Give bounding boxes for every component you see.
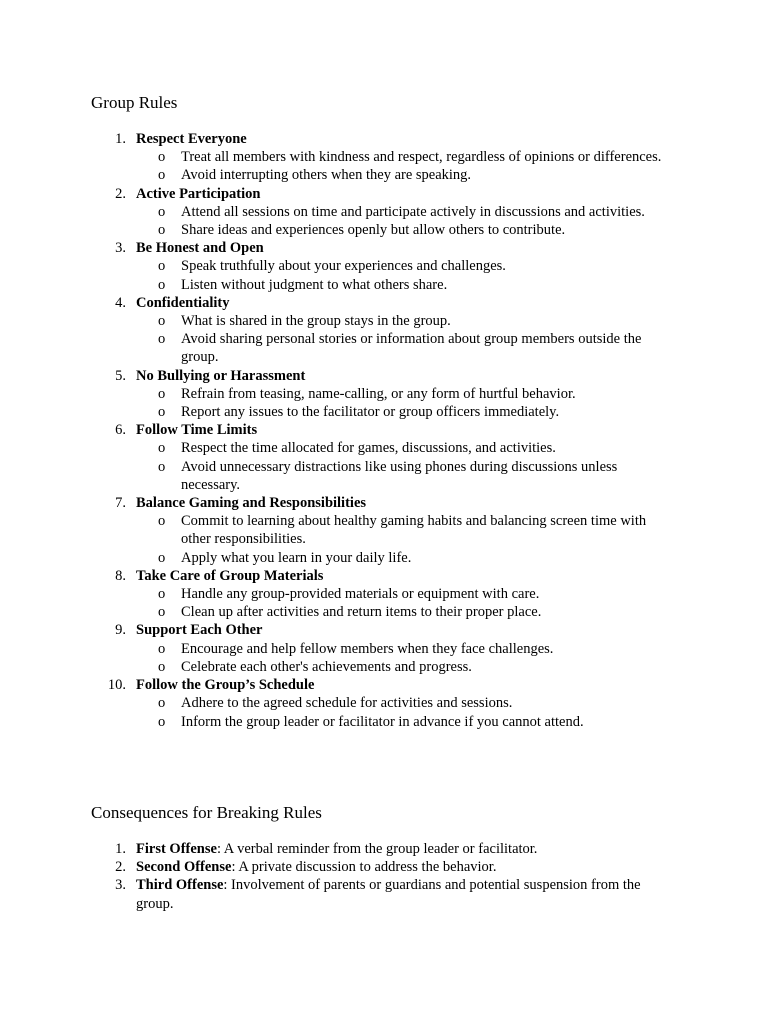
rule-title: Support Each Other [136, 622, 263, 639]
rule-detail-text: Adhere to the agreed schedule for activities and sessions. [181, 695, 513, 712]
rule-detail [136, 713, 670, 731]
rule-detail [136, 585, 670, 603]
rule-number: 5. [115, 367, 126, 384]
bullet-icon: o [158, 258, 166, 275]
consequence-number: 3. [115, 877, 126, 894]
rule-title: Follow the Group’s Schedule [136, 677, 315, 694]
consequences-heading: Consequences for Breaking Rules [91, 803, 322, 822]
rule-title: Active Participation [136, 185, 261, 202]
rule-item [0, 567, 670, 622]
rule-detail-text: Refrain from teasing, name-calling, or any form of hurtful behavior. [181, 385, 576, 402]
rule-detail-text: Avoid interrupting others when they are speaking. [181, 167, 472, 184]
bullet-icon: o [158, 713, 166, 730]
bullet-icon: o [158, 658, 166, 675]
group-rules-heading: Group Rules [91, 93, 178, 112]
rule-details [136, 585, 670, 621]
rule-detail-text: Inform the group leader or facilitator in advance if you cannot attend. [181, 713, 584, 730]
rule-item [0, 367, 670, 422]
rule-detail [136, 330, 670, 366]
bullet-icon: o [158, 513, 166, 530]
rule-detail-text: Handle any group-provided materials or equipment with care. [181, 586, 540, 603]
rule-number: 4. [115, 294, 126, 311]
rule-details [136, 640, 670, 676]
consequence-label: First Offense [136, 841, 217, 857]
rule-details [136, 694, 670, 730]
rule-details [136, 512, 670, 567]
rule-detail [136, 403, 670, 421]
bullet-icon: o [158, 331, 166, 348]
rule-detail-text: Celebrate each other's achievements and progress. [181, 658, 472, 675]
rule-detail [136, 385, 670, 403]
rule-detail [136, 549, 670, 567]
bullet-icon: o [158, 404, 166, 421]
consequence-text [136, 840, 670, 858]
bullet-icon: o [158, 313, 166, 330]
rule-detail-text: Apply what you learn in your daily life. [181, 549, 412, 566]
rule-title: Take Care of Group Materials [136, 567, 324, 584]
rule-title: Be Honest and Open [136, 240, 264, 257]
rule-detail [136, 694, 670, 712]
rule-number: 6. [115, 422, 126, 439]
rule-title: Balance Gaming and Responsibilities [136, 495, 367, 512]
bullet-icon: o [158, 149, 166, 166]
rule-detail [136, 603, 670, 621]
bullet-icon: o [158, 167, 166, 184]
rule-details [136, 439, 670, 494]
consequence-text [136, 858, 670, 876]
bullet-icon: o [158, 385, 166, 402]
rule-detail-text: Attend all sessions on time and participate actively in discussions and activities. [181, 203, 645, 220]
rule-number: 8. [115, 567, 126, 584]
rule-item [0, 494, 670, 567]
rule-detail [136, 439, 670, 457]
rule-detail-text: Encourage and help fellow members when they face challenges. [181, 640, 554, 657]
rule-detail-text: Share ideas and experiences openly but allow others to contribute. [181, 222, 566, 239]
rule-detail [136, 148, 670, 166]
consequence-item [0, 858, 670, 876]
bullet-icon: o [158, 549, 166, 566]
rule-details [136, 148, 670, 184]
rule-detail-text: Avoid sharing personal stories or information about group members outside the group. [181, 331, 642, 366]
bullet-icon: o [158, 695, 166, 712]
rule-detail [136, 640, 670, 658]
rule-detail [136, 658, 670, 676]
group-rules-list [0, 130, 670, 731]
rule-title: No Bullying or Harassment [136, 367, 306, 384]
rule-detail [136, 512, 670, 548]
bullet-icon: o [158, 586, 166, 603]
consequence-description: : A private discussion to address the behavior. [231, 859, 497, 876]
rule-number: 7. [115, 495, 126, 512]
bullet-icon: o [158, 222, 166, 239]
rule-detail-text: Avoid unnecessary distractions like using phones during discussions unless necessary. [181, 458, 618, 493]
rule-detail [136, 276, 670, 294]
rule-details [136, 385, 670, 421]
rule-detail-text: Listen without judgment to what others share. [181, 276, 448, 293]
rule-number: 9. [115, 622, 126, 639]
bullet-icon: o [158, 276, 166, 293]
bullet-icon: o [158, 203, 166, 220]
rule-detail [136, 257, 670, 275]
rule-number: 3. [115, 240, 126, 257]
rule-details [136, 312, 670, 367]
rule-detail-text: Report any issues to the facilitator or group officers immediately. [181, 404, 560, 421]
rule-detail-text: Speak truthfully about your experiences and challenges. [181, 258, 506, 275]
rule-number: 2. [115, 185, 126, 202]
rule-item [0, 621, 670, 676]
rule-detail-text: Respect the time allocated for games, discussions, and activities. [181, 440, 556, 457]
consequence-description: : A verbal reminder from the group leader or facilitator. [216, 841, 538, 857]
consequence-label: Third Offense [136, 877, 224, 894]
bullet-icon: o [158, 604, 166, 621]
rule-number: 1. [115, 131, 126, 147]
consequence-item [0, 840, 670, 858]
consequence-description: : Involvement of parents or guardians and potential suspension from the group. [136, 877, 641, 912]
rule-number: 10. [107, 677, 126, 694]
rule-item [0, 294, 670, 367]
rule-detail-text: Treat all members with kindness and respect, regardless of opinions or differences. [181, 149, 662, 166]
rule-detail [136, 166, 670, 184]
rule-detail [136, 312, 670, 330]
rule-title: Confidentiality [136, 294, 230, 311]
rule-detail-text: Commit to learning about healthy gaming habits and balancing screen time with other responsibilities. [181, 513, 647, 548]
rule-item [0, 239, 670, 294]
rule-item [0, 130, 670, 185]
rule-detail [136, 221, 670, 239]
rule-details [136, 203, 670, 239]
rule-item [0, 676, 670, 731]
bullet-icon: o [158, 440, 166, 457]
consequence-number: 1. [115, 841, 126, 857]
bullet-icon: o [158, 640, 166, 657]
rule-details [136, 257, 670, 293]
rule-detail [136, 203, 670, 221]
rule-item [0, 421, 670, 494]
rule-detail-text: Clean up after activities and return items to their proper place. [181, 604, 542, 621]
rule-detail-text: What is shared in the group stays in the group. [181, 313, 451, 330]
consequence-label: Second Offense [136, 859, 232, 876]
consequence-item [0, 876, 670, 912]
consequence-number: 2. [115, 859, 126, 876]
consequences-list [0, 840, 670, 913]
bullet-icon: o [158, 458, 166, 475]
rule-detail [136, 458, 670, 494]
consequence-text [136, 876, 670, 912]
rule-item [0, 185, 670, 240]
rule-title: Follow Time Limits [136, 422, 258, 439]
rule-title: Respect Everyone [136, 131, 247, 147]
